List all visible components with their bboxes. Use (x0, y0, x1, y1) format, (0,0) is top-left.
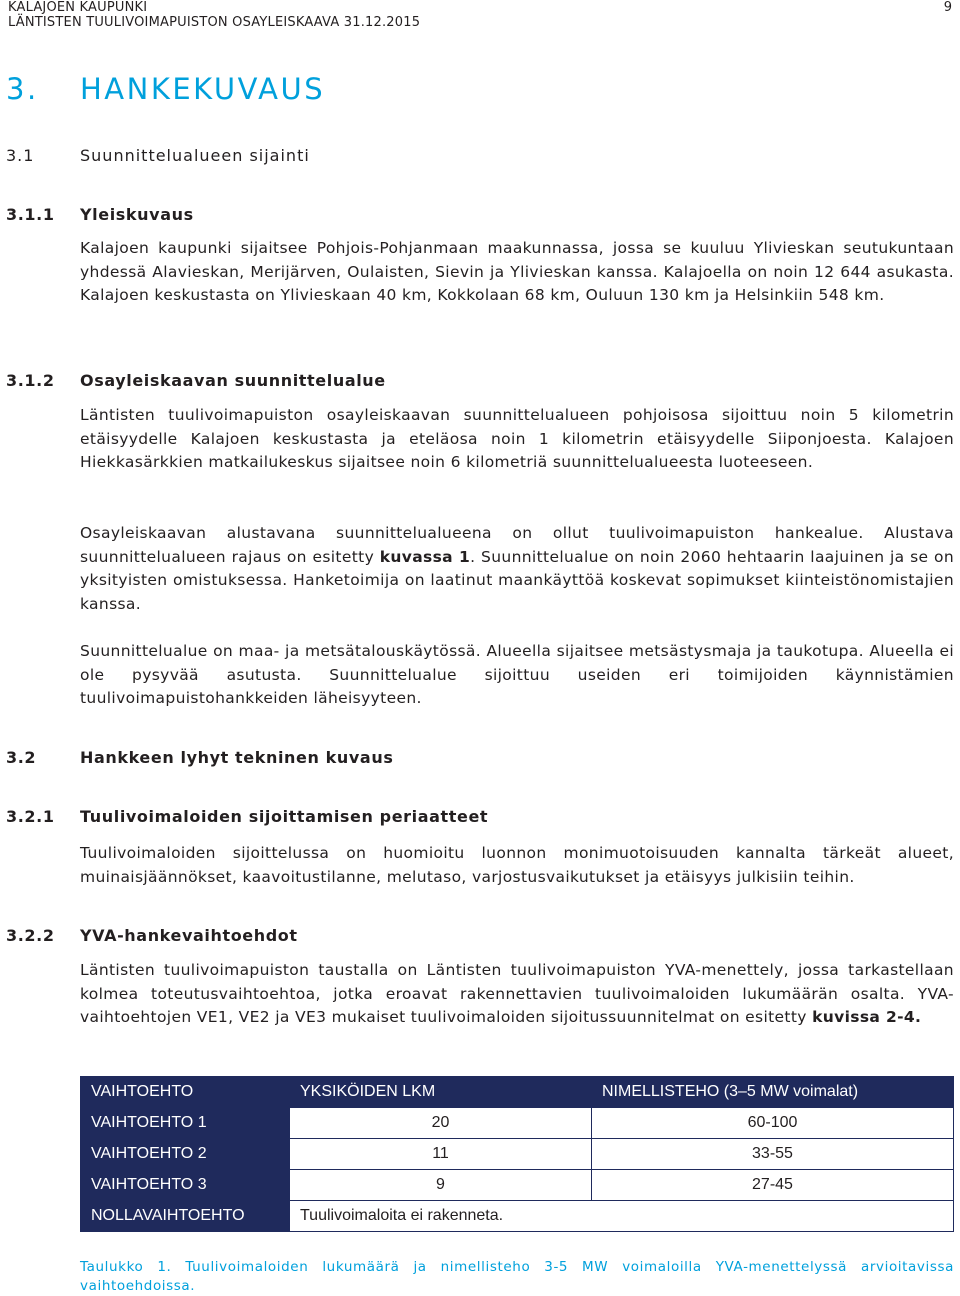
table-caption: Taulukko 1. Tuulivoimaloiden lukumäärä ja nimellisteho 3-5 MW voimaloilla YVA-menettelyssä arvioitavissa vaihtoehdoissa. (80, 1259, 954, 1294)
subsection-heading-3-2-2 (6, 926, 298, 945)
alternatives-table (80, 1076, 954, 1232)
section-title: Suunnittelualueen sijainti (80, 146, 310, 165)
figure-reference: kuvassa 1 (379, 547, 471, 566)
paragraph-yleiskuvaus: Kalajoen kaupunki sijaitsee Pohjois-Pohjanmaan maakunnassa, jossa se kuuluu Ylivieskan seutukuntaan yhdessä Alavieskan, Merijärven, Oulaisten, Sievin ja Ylivieskan kanssa. Kalajoella on noin 12 644 asukasta. Kalajoen keskustasta on Ylivieskaan 40 km, Kokkolaan 68 km, Ouluun 130 km ja Helsinkiin 548 km. (80, 239, 954, 304)
header-organization: KALAJOEN KAUPUNKI (8, 0, 148, 15)
chapter-title: HANKEKUVAUS (80, 72, 326, 106)
text-run: Osayleiskaavan alustavana suunnittelualueena on ollut tuulivoimapuiston hankealue. Alustava suunnittelualueen rajaus on esitetty (80, 524, 954, 566)
table-header-cell: NIMELLISTEHO (3–5 MW voimalat) (592, 1077, 954, 1108)
subsection-number: 3.2.1 (6, 807, 55, 826)
text-run: Läntisten tuulivoimapuiston taustalla on Läntisten tuulivoimapuiston YVA-menettely, jossa tarkastellaan kolmea toteutusvaihtoehtoa, jotka eroavat rakennettavien tuulivoimaloiden lukumäärän osalta. YVA-vaihtoehtojen VE1, VE2 ja VE3 mukaiset tuulivoimaloiden sijoitussuunnitelmat on esitetty (80, 961, 954, 1026)
table-row (81, 1108, 954, 1139)
row-label: NOLLAVAIHTOEHTO (81, 1201, 290, 1232)
paragraph-sijoittaminen: Tuulivoimaloiden sijoittelussa on huomioitu luonnon monimuotoisuuden kannalta tärkeät alueet, muinaisjäännökset, kaavoitustilanne, melutaso, varjostusvaikutukset ja etäisyys julkisiin teihin. (80, 844, 954, 886)
subsection-title: Tuulivoimaloiden sijoittamisen periaatteet (80, 807, 489, 826)
subsection-number: 3.2.2 (6, 926, 55, 945)
table-row (81, 1201, 954, 1232)
rated-power: 33-55 (592, 1139, 954, 1170)
section-heading-3-1 (6, 146, 310, 165)
table-header-row (81, 1077, 954, 1108)
subsection-title: Yleiskuvaus (80, 205, 194, 224)
subsection-heading-3-2-1 (6, 807, 488, 826)
table-row (81, 1139, 954, 1170)
subsection-title: YVA-hankevaihtoehdot (80, 926, 298, 945)
table-row (81, 1170, 954, 1201)
unit-count: 9 (290, 1170, 592, 1201)
paragraph-suunnittelualue-1: Läntisten tuulivoimapuiston osayleiskaavan suunnittelualueen pohjoisosa sijoittuu noin 5 kilometrin etäisyydelle Kalajoen keskustasta ja eteläosa noin 1 kilometrin etäisyydelle Siiponjoesta. Kalajoen Hiekkasärkkien matkailukeskus sijaitsee noin 6 kilometriä suunnittelualueesta luoteeseen. (80, 406, 954, 471)
section-title: Hankkeen lyhyt tekninen kuvaus (80, 748, 394, 767)
subsection-heading-3-1-2 (6, 371, 386, 390)
table-header-cell: VAIHTOEHTO (81, 1077, 290, 1108)
subsection-number: 3.1.2 (6, 371, 55, 390)
text-run: . Suunnittelualue on noin 2060 hehtaarin laajuinen ja se on yksityisten omistuksessa. Hanketoimija on laatinut maankäyttöä koskevat sopimukset kiinteistönomistajien kanssa. (80, 547, 954, 613)
row-label: VAIHTOEHTO 2 (81, 1139, 290, 1170)
header-document-title: LÄNTISTEN TUULIVOIMAPUISTON OSAYLEISKAAVA 31.12.2015 (8, 15, 421, 30)
paragraph-suunnittelualue-2 (80, 522, 954, 616)
figure-reference: kuvissa 2-4. (812, 1008, 922, 1026)
subsection-number: 3.1.1 (6, 205, 55, 224)
row-label: VAIHTOEHTO 1 (81, 1108, 290, 1139)
paragraph-yva (80, 959, 954, 1030)
section-number: 3.1 (6, 146, 35, 165)
rated-power: 60-100 (592, 1108, 954, 1139)
chapter-heading (6, 72, 325, 106)
section-heading-3-2 (6, 748, 393, 767)
subsection-title: Osayleiskaavan suunnittelualue (80, 371, 386, 390)
section-number: 3.2 (6, 748, 37, 767)
row-label: VAIHTOEHTO 3 (81, 1170, 290, 1201)
subsection-heading-3-1-1 (6, 205, 194, 224)
unit-count: 11 (290, 1139, 592, 1170)
page-number: 9 (943, 0, 952, 15)
chapter-number: 3. (6, 72, 39, 106)
table-header-cell: YKSIKÖIDEN LKM (290, 1077, 592, 1108)
row-note: Tuulivoimaloita ei rakenneta. (290, 1201, 954, 1232)
rated-power: 27-45 (592, 1170, 954, 1201)
unit-count: 20 (290, 1108, 592, 1139)
paragraph-suunnittelualue-3: Suunnittelualue on maa- ja metsätalouskäytössä. Alueella sijaitsee metsästysmaja ja taukotupa. Alueella ei ole pysyvää asutusta. Suunnittelualue sijoittuu useiden eri toimijoiden käynnistämien tuulivoimapuistohankkeiden läheisyyteen. (80, 642, 954, 707)
